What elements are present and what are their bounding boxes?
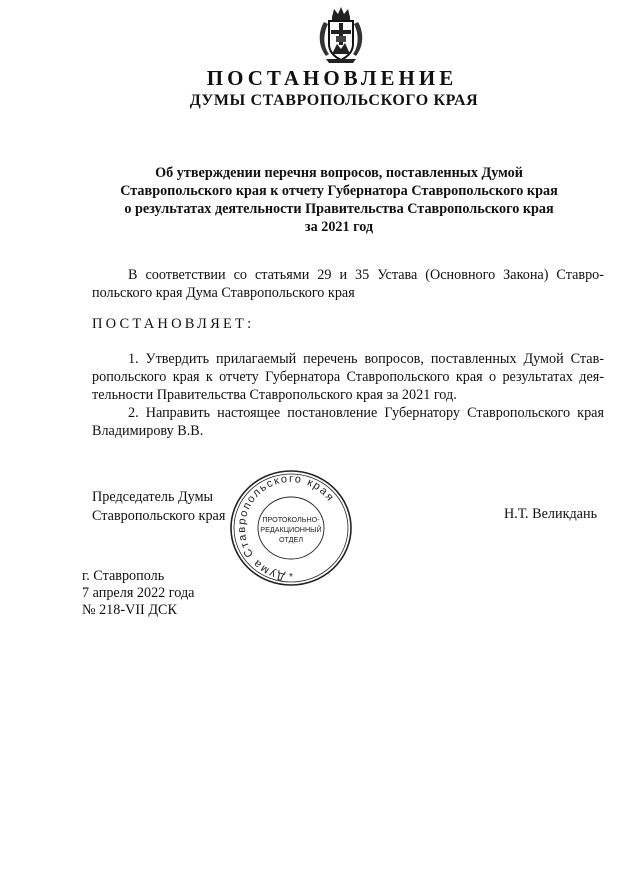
stamp-inner-line: РЕДАКЦИОННЫЙ [260, 525, 322, 534]
official-stamp [226, 466, 356, 590]
subject-line: Ставропольского края к отчету Губернатора Ставропольского края [120, 183, 558, 199]
resolve-heading: ПОСТАНОВЛЯЕТ: [92, 316, 255, 332]
footer-city: г. Ставрополь [82, 568, 165, 584]
preamble-line: В соответствии со статьями 29 и 35 Устава (Основного Закона) Ставро- [128, 267, 604, 283]
stamp-ring-text-path: Дума Ставропольского края [235, 472, 337, 583]
signatory-name: Н.Т. Великдань [504, 506, 598, 522]
signatory-position [92, 488, 225, 526]
position-line: Ставропольского края [92, 508, 226, 524]
subject-line: о результатах деятельности Правительства Ставропольского края [124, 201, 554, 217]
item-line: тельности Правительства Ставропольского края за 2021 год. [92, 387, 457, 403]
document-subject [96, 164, 582, 236]
item-line: Владимирову В.В. [92, 423, 204, 439]
document-subtitle: ДУМЫ СТАВРОПОЛЬСКОГО КРАЯ [189, 92, 479, 109]
preamble-line: польского края Дума Ставропольского края [92, 285, 355, 301]
resolution-item-2 [92, 404, 604, 440]
subject-line: Об утверждении перечня вопросов, поставленных Думой [155, 165, 523, 181]
document-title: ПОСТАНОВЛЕНИЕ [206, 66, 458, 90]
stamp-star-icon: * [289, 572, 293, 583]
stamp-inner-line: ОТДЕЛ [278, 535, 304, 544]
document-footer [82, 568, 194, 619]
preamble-paragraph [92, 266, 604, 302]
item-line: 2. Направить настоящее постановление Губернатору Ставропольского края [128, 405, 604, 421]
item-line: 1. Утвердить прилагаемый перечень вопросов, поставленных Думой Став- [128, 351, 604, 367]
footer-date: 7 апреля 2022 года [82, 585, 195, 601]
position-line: Председатель Думы [92, 489, 214, 505]
stamp-inner-line: ПРОТОКОЛЬНО- [262, 515, 320, 524]
coat-of-arms-icon [316, 6, 366, 64]
item-line: ропольского края к отчету Губернатора Ставропольского края о результатах дея- [92, 369, 604, 385]
footer-number: № 218-VII ДСК [82, 602, 177, 618]
subject-line: за 2021 год [304, 219, 374, 235]
resolution-item-1 [92, 350, 604, 404]
